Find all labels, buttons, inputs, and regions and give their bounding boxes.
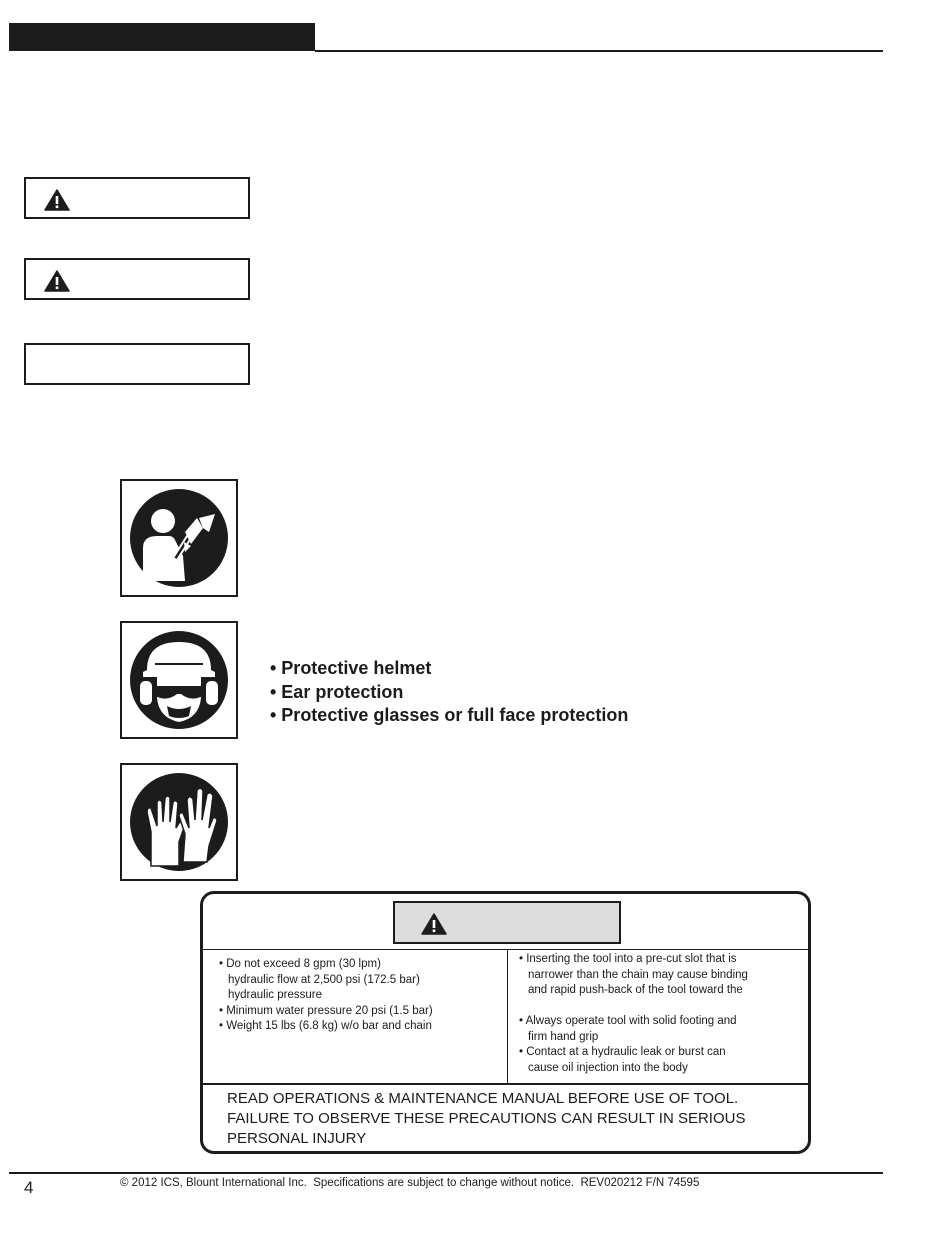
warning-line: READ OPERATIONS & MAINTENANCE MANUAL BEFORE USE OF TOOL. bbox=[227, 1090, 739, 1107]
ppe-item: • Protective helmet bbox=[270, 658, 432, 678]
label-warning-banner bbox=[393, 901, 621, 944]
hazard-line: firm hand grip bbox=[528, 1030, 599, 1043]
read-manual-icon-frame bbox=[120, 479, 238, 597]
hazard-line: narrower than the chain may cause binding bbox=[528, 968, 748, 981]
warning-triangle-icon bbox=[44, 270, 70, 292]
page-number: 4 bbox=[24, 1178, 34, 1197]
label-divider bbox=[203, 1083, 808, 1085]
hazard-line: • Contact at a hydraulic leak or burst can bbox=[519, 1046, 726, 1058]
hazard-line: • Inserting the tool into a pre-cut slot that is bbox=[519, 953, 737, 965]
hazard-line: • Always operate tool with solid footing and bbox=[519, 1015, 737, 1027]
hazard-line: and rapid push-back of the tool toward the bbox=[528, 984, 743, 996]
copyright-notice: © 2012 ICS, Blount International Inc. Specifications are subject to change without notice. REV020212 F/N 74595 bbox=[120, 1177, 700, 1189]
header-rule bbox=[315, 50, 883, 52]
spec-line: hydraulic pressure bbox=[228, 989, 322, 1001]
ppe-item: • Protective glasses or full face protection bbox=[270, 705, 629, 725]
footer-rule bbox=[9, 1172, 883, 1174]
label-specs-column bbox=[219, 957, 499, 1035]
tool-safety-label bbox=[200, 891, 811, 1154]
helmet-ear-eye-protection-icon bbox=[129, 630, 229, 730]
spec-line: • Weight 15 lbs (6.8 kg) w/o bar and chain bbox=[219, 1020, 432, 1032]
label-warning-text bbox=[227, 1089, 799, 1149]
hand-protection-icon-frame bbox=[120, 763, 238, 881]
read-manual-icon bbox=[129, 488, 229, 588]
hazard-line: cause oil injection into the body bbox=[528, 1061, 688, 1074]
label-column-divider bbox=[507, 949, 508, 1083]
label-divider bbox=[203, 949, 808, 950]
label-hazards-column bbox=[519, 952, 804, 1076]
head-protection-icon-frame bbox=[120, 621, 238, 739]
warning-line: FAILURE TO OBSERVE THESE PRECAUTIONS CAN RESULT IN SERIOUS bbox=[227, 1110, 746, 1127]
warning-triangle-icon bbox=[44, 189, 70, 211]
notice-signal-box bbox=[24, 343, 250, 385]
spec-line: • Do not exceed 8 gpm (30 lpm) bbox=[219, 958, 381, 970]
spec-line: • Minimum water pressure 20 psi (1.5 bar) bbox=[219, 1004, 433, 1017]
ppe-list bbox=[270, 657, 628, 728]
warning-signal-box bbox=[24, 258, 250, 300]
warning-line: PERSONAL INJURY bbox=[227, 1130, 367, 1147]
section-header-bar bbox=[9, 23, 315, 51]
gloves-icon bbox=[129, 772, 229, 872]
ppe-item: • Ear protection bbox=[270, 681, 404, 702]
warning-triangle-icon bbox=[421, 913, 447, 935]
spec-line: hydraulic flow at 2,500 psi (172.5 bar) bbox=[228, 973, 420, 986]
danger-signal-box bbox=[24, 177, 250, 219]
